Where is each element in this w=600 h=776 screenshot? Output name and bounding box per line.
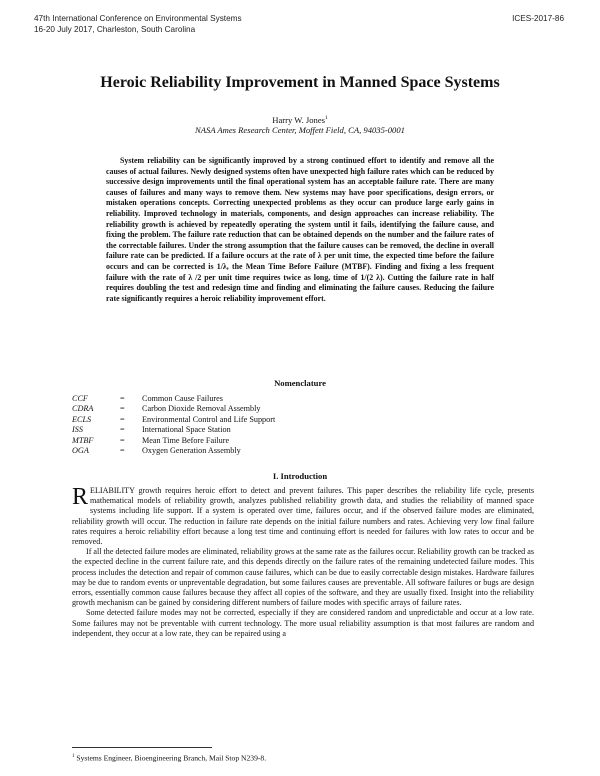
- introduction-body: [72, 486, 534, 639]
- intro-paragraph: If all the detected failure modes are eliminated, reliability grows at the same rate as the failures occur. Reliability growth can be tracked as the expected decline in the current failure rate, and this depends directly on the failure rates of the remaining undetected failure modes. This process includes the detection and repair of common cause failures, which can be due to easily correctable design mistakes. Hardware failures may be due to random events or unpreventable degradation, but some failures causes are preventable. All software failures or bugs are design errors, essentially common cause failures because they affect all copies of the software, and they are usually fixed. Insight into the reliability growth mechanism can be gained by considering different numbers of failure modes with specific arrays of failure rates.: [72, 547, 534, 608]
- nomenclature-def: International Space Station: [142, 425, 231, 435]
- nomenclature-def: Common Cause Failures: [142, 394, 223, 403]
- nomenclature-row: [72, 404, 275, 414]
- nomenclature-abbr: CDRA: [72, 404, 94, 414]
- nomenclature-sep: =: [120, 425, 125, 435]
- conference-dates: 16-20 July 2017, Charleston, South Carolina: [34, 25, 196, 34]
- nomenclature-row: [72, 446, 275, 456]
- nomenclature-def: Environmental Control and Life Support: [142, 414, 276, 424]
- nomenclature-row: [72, 394, 275, 404]
- paper-id: ICES-2017-86: [512, 14, 564, 23]
- paper-title: Heroic Reliability Improvement in Manned Space Systems: [100, 74, 500, 91]
- footnote-mark: 1: [72, 754, 75, 759]
- drop-cap: R: [72, 484, 89, 510]
- nomenclature-sep: =: [120, 394, 125, 403]
- abstract-text: System reliability can be significantly improved by a strong continued effort to identify and remove all the causes of actual failures. Newly designed systems often have unexpected high failure rates which can be reduced by successive design improvements until the final operational system has an acceptable failure rate. There are many causes of failures and many ways to remove them. New systems may have poor specifications, design errors, or mistaken operations concepts. Correcting unexpected problems as they occur can produce large early gains in reliability. Improved technology in materials, components, and design approaches can increase reliability. The reliability growth is achieved by repeatedly operating the system until it fails, identifying the failure cause, and fixing the problem. The failure rate reduction that can be obtained depends on the number and the failure rates of the correctable failures. Under the strong assumption that the failure causes can be removed, the decline in overall failure rate can be predicted. If a failure occurs at the rate of λ per unit time, the expected time before the failure occurs and can be corrected is 1/λ, the Mean Time Before Failure (MTBF). Finding and fixing a less frequent failure with the rate of λ /2 per unit time requires twice as long, time of 1/(2 λ). Cutting the failure rate in half requires doubling the test and redesign time and finding and eliminating the failure causes. Reducing the failure rate significantly requires a heroic reliability improvement effort.: [106, 156, 494, 303]
- nomenclature-row: [72, 425, 275, 435]
- intro-paragraph: [72, 486, 534, 547]
- abstract: [106, 156, 494, 304]
- nomenclature-abbr: CCF: [72, 394, 88, 403]
- footnote-rule: [72, 747, 212, 748]
- nomenclature-sep: =: [120, 404, 125, 414]
- author-affiliation: NASA Ames Research Center, Moffett Field, CA, 94035-0001: [195, 125, 405, 135]
- author-name: Harry W. Jones: [272, 114, 325, 125]
- nomenclature-def: Carbon Dioxide Removal Assembly: [142, 404, 261, 414]
- nomenclature-row: [72, 436, 275, 446]
- footnote-text: Systems Engineer, Bioengineering Branch, Mail Stop N239-8.: [76, 753, 267, 763]
- nomenclature-abbr: OGA: [72, 446, 89, 456]
- footnote: [72, 752, 266, 764]
- nomenclature-abbr: ECLS: [72, 414, 92, 424]
- nomenclature-row: [72, 415, 275, 425]
- conference-name: 47th International Conference on Environmental Systems: [34, 14, 242, 23]
- nomenclature-abbr: ISS: [72, 425, 83, 435]
- conference-header: [34, 13, 242, 35]
- introduction-heading: I. Introduction: [272, 471, 328, 481]
- nomenclature-sep: =: [120, 435, 125, 445]
- nomenclature-list: [72, 394, 275, 456]
- intro-paragraph: Some detected failure modes may not be corrected, especially if they are considered random and unpredictable and occur at a low rate. Some failures may not be preventable with current technology. The more usual reliability assumption is that most failures are random and independent, they occur at a low rate, they can be repaired using a: [72, 608, 534, 638]
- nomenclature-abbr: MTBF: [72, 435, 94, 445]
- nomenclature-def: Oxygen Generation Assembly: [142, 446, 241, 456]
- intro-paragraph-text: ELIABILITY growth requires heroic effort to detect and prevent failures. This paper describes the reliability life cycle, presents mathematical models of reliability growth, analyzes published reliability growth data, and studies the reliability of manned space systems including life support. If a system is operated over time, failures occur, and if the observed failure modes are eliminated, reliability growth will occur. The reduction in failure rate depends on the initial failure numbers and rates. Achieving very low final failure rates requires a heroic reliability effort because a long test time and continuing effort is needed for failures with low rates to occur and be removed.: [72, 486, 534, 547]
- nomenclature-sep: =: [120, 414, 125, 424]
- nomenclature-sep: =: [120, 446, 125, 456]
- author-footnote-mark: 1: [325, 115, 328, 121]
- nomenclature-heading: Nomenclature: [274, 378, 326, 388]
- nomenclature-def: Mean Time Before Failure: [142, 435, 230, 445]
